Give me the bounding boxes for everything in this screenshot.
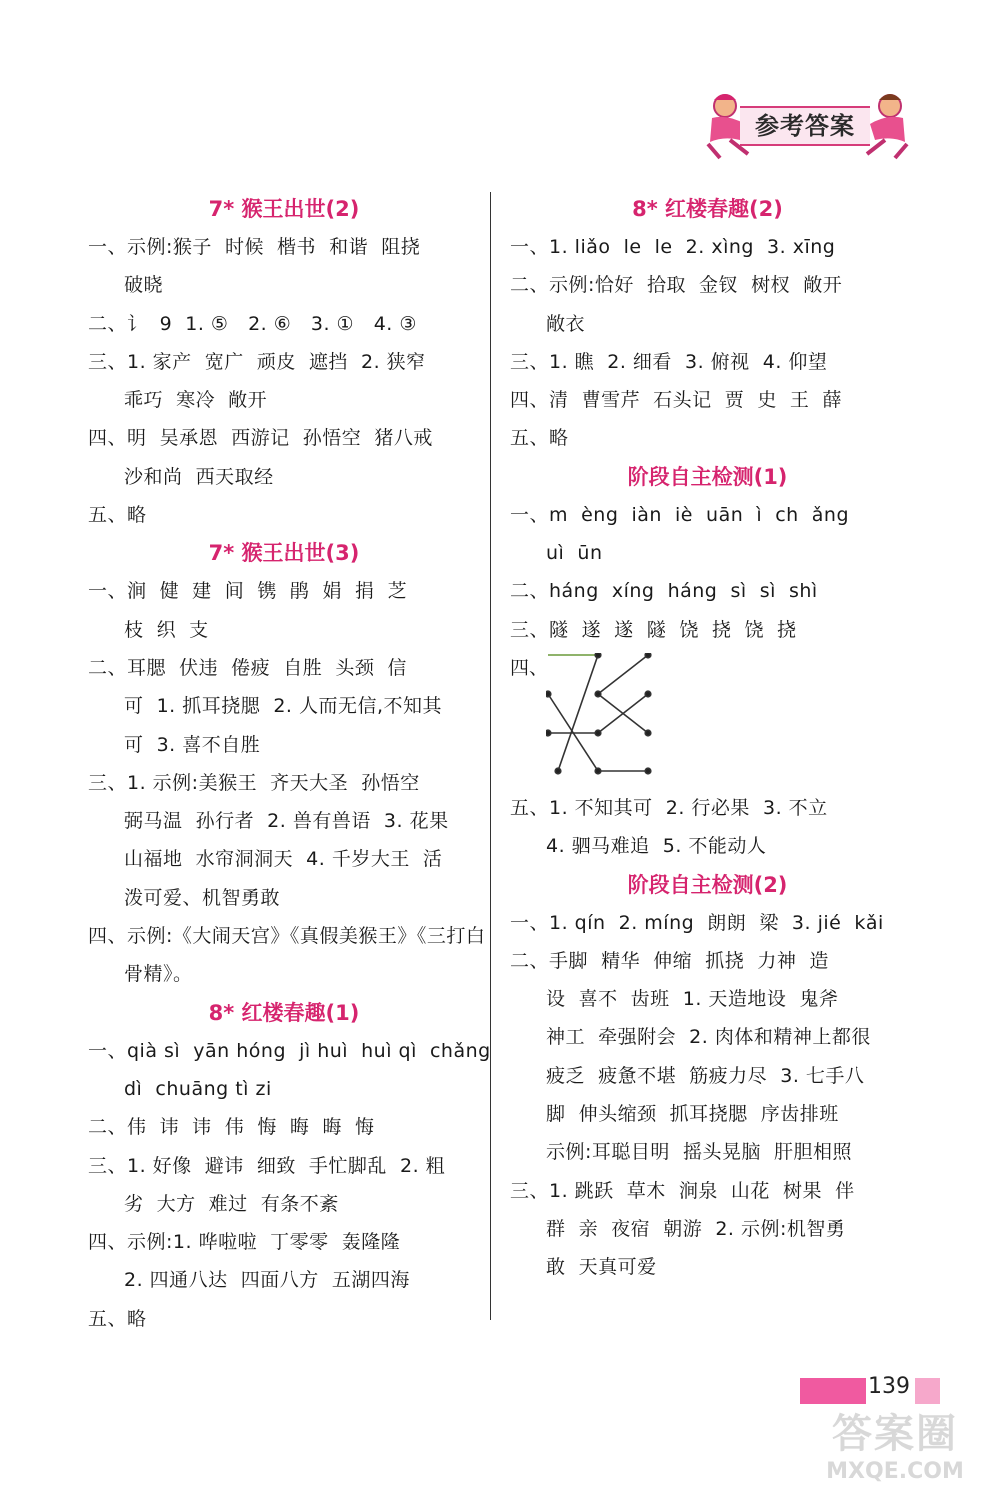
answer-line: 敞衣 bbox=[546, 312, 586, 335]
section-title: 8* 红楼春趣(1) bbox=[208, 1000, 360, 1025]
answer-line: 群 亲 夜宿 朝游 2. 示例:机智勇 bbox=[546, 1217, 846, 1240]
section-title: 7* 猴王出世(2) bbox=[208, 197, 360, 221]
answer-line: 山福地 水帘洞洞天 4. 千岁大王 活 bbox=[124, 848, 443, 871]
page-number-bar-end bbox=[915, 1378, 940, 1404]
answer-line: 二、háng xíng háng sì sì shì bbox=[510, 580, 818, 603]
answer-line: 劣 大方 难过 有条不紊 bbox=[124, 1192, 339, 1215]
answer-line: uì ūn bbox=[546, 542, 603, 565]
left-column bbox=[88, 190, 491, 1338]
section-title: 阶段自主检测(2) bbox=[627, 872, 788, 897]
answer-key-title: 参考答案 bbox=[740, 106, 870, 146]
answer-line: 弼马温 孙行者 2. 兽有兽语 3. 花果 bbox=[124, 810, 449, 833]
answer-line: 三、1. 示例:美猴王 齐天大圣 孙悟空 bbox=[88, 771, 420, 794]
answer-line: 四、清 曹雪芹 石头记 贾 史 王 薛 bbox=[510, 389, 842, 412]
answer-line: 四、示例:1. 哗啦啦 丁零零 轰隆隆 bbox=[88, 1231, 401, 1254]
answer-line: 泼可爱、机智勇敢 bbox=[124, 886, 281, 909]
answer-line: 4. 驷马难追 5. 不能动人 bbox=[546, 835, 767, 858]
answer-line: 脚 伸头缩颈 抓耳挠腮 序齿排班 bbox=[546, 1103, 839, 1126]
answer-line: 二、伟 讳 讳 伟 悔 晦 晦 悔 bbox=[88, 1116, 375, 1139]
answer-line: 可 1. 抓耳挠腮 2. 人而无信,不知其 bbox=[124, 695, 443, 718]
answer-line: 疲乏 疲惫不堪 筋疲力尽 3. 七手八 bbox=[546, 1064, 865, 1087]
answer-line: 二、耳腮 伏违 倦疲 自胜 头颈 信 bbox=[88, 656, 407, 679]
answer-line: 可 3. 喜不自胜 bbox=[124, 733, 261, 756]
column-divider bbox=[490, 192, 491, 1320]
answer-line: 乖巧 寒冷 敞开 bbox=[124, 389, 268, 412]
answer-line: 2. 四通八达 四面八方 五湖四海 bbox=[124, 1269, 410, 1292]
right-column bbox=[510, 190, 905, 1287]
answer-line: 二、讠 9 1. ⑤ 2. ⑥ 3. ① 4. ③ bbox=[88, 312, 417, 335]
answer-line: 敢 天真可爱 bbox=[546, 1256, 657, 1279]
answer-line: 一、1. qín 2. míng 朗朗 梁 3. jié kǎi bbox=[510, 911, 884, 934]
answer-line: 五、略 bbox=[88, 504, 147, 527]
section-title: 阶段自主检测(1) bbox=[627, 464, 788, 489]
answer-line: 枝 织 支 bbox=[124, 618, 209, 641]
watermark-logo: 答案圈 bbox=[832, 1411, 958, 1457]
answer-line: 示例:耳聪目明 摇头晃脑 肝胆相照 bbox=[546, 1141, 853, 1164]
answer-line: 设 喜不 齿班 1. 天造地设 鬼斧 bbox=[546, 988, 839, 1011]
answer-line: 二、示例:恰好 拾取 金钗 树杈 敞开 bbox=[510, 274, 843, 297]
answer-line: 三、隧 遂 遂 隧 饶 挠 饶 挠 bbox=[510, 618, 797, 641]
child-figure-icon bbox=[860, 88, 915, 160]
section-title: 7* 猴王出世(3) bbox=[208, 541, 360, 566]
answer-line: 骨精》。 bbox=[124, 963, 193, 986]
answer-line: 破晓 bbox=[124, 274, 164, 297]
answer-line: 一、1. liǎo le le 2. xìng 3. xīng bbox=[510, 236, 836, 258]
matching-label: 四、 bbox=[510, 656, 549, 679]
answer-line: 三、1. 好像 避讳 细致 手忙脚乱 2. 粗 bbox=[88, 1154, 446, 1177]
answer-line: 五、略 bbox=[88, 1307, 147, 1330]
answer-line: 三、1. 瞧 2. 细看 3. 俯视 4. 仰望 bbox=[510, 350, 828, 373]
answer-line: 一、m èng iàn iè uān ì ch ǎng bbox=[510, 503, 850, 526]
page-number-bar bbox=[800, 1378, 866, 1404]
answer-line: 三、1. 家产 宽广 顽皮 遮挡 2. 狭窄 bbox=[88, 350, 426, 373]
matching-diagram bbox=[510, 649, 905, 789]
page-number: 139 bbox=[868, 1374, 910, 1399]
answer-line: 三、1. 跳跃 草木 涧泉 山花 树果 伴 bbox=[510, 1179, 855, 1202]
answer-key-badge bbox=[700, 88, 915, 160]
answer-line: 五、1. 不知其可 2. 行必果 3. 不立 bbox=[510, 796, 828, 819]
section-title: 8* 红楼春趣(2) bbox=[632, 197, 783, 221]
watermark-url: MXQE.COM bbox=[826, 1459, 964, 1484]
answer-line: 四、明 吴承恩 西游记 孙悟空 猪八戒 bbox=[88, 427, 433, 450]
answer-line: 沙和尚 西天取经 bbox=[124, 465, 274, 488]
answer-line: 一、示例:猴子 时候 楷书 和谐 阻挠 bbox=[88, 236, 421, 258]
matching-lines bbox=[546, 653, 666, 788]
answer-line: dì chuāng tì zi bbox=[124, 1077, 272, 1100]
answer-line: 一、涧 健 建 间 镌 鹃 娟 捐 芝 bbox=[88, 580, 408, 603]
answer-line: 一、qià sì yān hóng jì huì huì qì chǎng bbox=[88, 1039, 491, 1062]
answer-line: 二、手脚 精华 伸缩 抓挠 力神 造 bbox=[510, 949, 829, 972]
answer-line: 神工 牵强附会 2. 肉体和精神上都很 bbox=[546, 1026, 871, 1049]
answer-line: 四、示例:《大闹天宫》《真假美猴王》《三打白 bbox=[88, 925, 486, 948]
watermark bbox=[800, 1410, 990, 1490]
answer-line: 五、略 bbox=[510, 427, 569, 450]
